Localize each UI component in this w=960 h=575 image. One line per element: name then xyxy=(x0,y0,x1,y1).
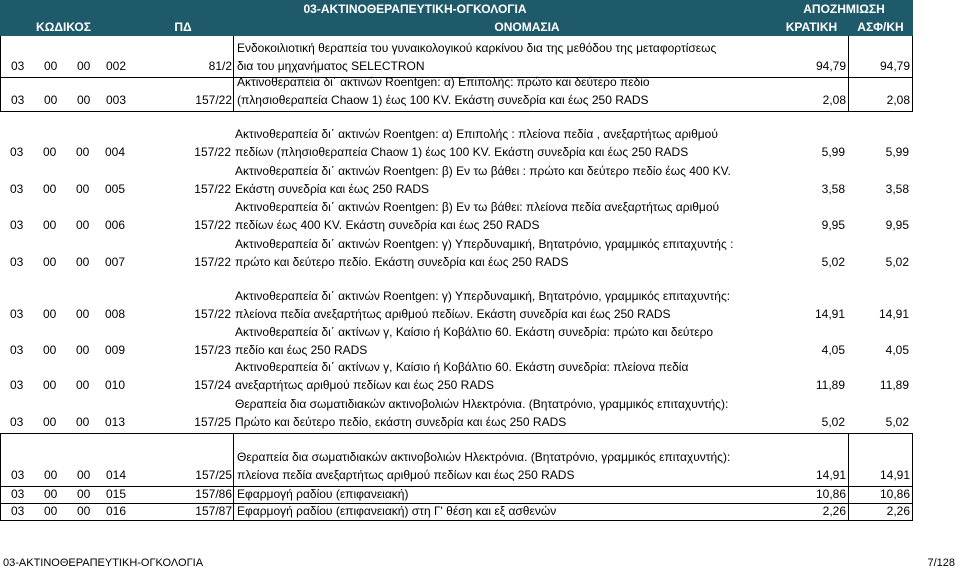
state-reimbursement: 94,79 xyxy=(815,59,846,73)
table-row xyxy=(0,200,913,236)
code-number: 006 xyxy=(105,218,126,232)
column-header-insurance: ΑΣΦ/ΚΗ xyxy=(857,20,904,34)
procedure-name-line: Ακτινοθεραπεία δι΄ ακτίνων γ, Καίσιο ή Κοβάλτιο 60. Εκάστη συνεδρία: πρώτο και δεύτερο xyxy=(235,325,714,339)
code-group-2: 00 xyxy=(44,59,58,73)
state-reimbursement: 10,86 xyxy=(815,487,846,501)
table-row xyxy=(0,325,913,361)
code-number: 003 xyxy=(106,93,127,107)
code-group-2: 00 xyxy=(43,378,57,392)
code-group-2: 00 xyxy=(43,182,57,196)
procedure-name-line: Ακτινοθεραπεία δι΄ ακτίνων γ, Καίσιο ή Κοβάλτιο 60. Εκάστη συνεδρία: πλείονα πεδία xyxy=(235,360,689,374)
pd-reference: 157/25 xyxy=(194,415,231,429)
procedure-name-line: Θεραπεία δια σωματιδιακών ακτινοβολιών Ηλεκτρόνια. (Βητατρόνιο, γραμμικός επιταχυντής): xyxy=(235,397,729,411)
insurance-reimbursement: 14,91 xyxy=(848,434,910,486)
pd-reference: 157/22 xyxy=(194,218,231,232)
insurance-reimbursement: 10,86 xyxy=(848,487,910,503)
code-number: 016 xyxy=(106,504,127,518)
code-group-1: 03 xyxy=(10,415,24,429)
code-group-3: 00 xyxy=(77,59,91,73)
state-reimbursement: 4,05 xyxy=(821,343,845,357)
state-reimbursement: 11,89 xyxy=(815,378,845,392)
code-group-3: 00 xyxy=(77,93,91,107)
code-group-2: 00 xyxy=(43,343,57,357)
code-group-2: 00 xyxy=(44,468,58,482)
insurance-reimbursement: 11,89 xyxy=(879,378,909,392)
code-group-1: 03 xyxy=(10,255,24,269)
procedure-name-line: Θεραπεία δια σωματιδιακών ακτινοβολιών Ηλεκτρόνια. (Βητατρόνιο, γραμμικός επιταχυντής): xyxy=(237,450,731,464)
pd-reference: 81/2 xyxy=(208,59,232,73)
code-group-1: 03 xyxy=(11,93,25,107)
state-reimbursement: 5,99 xyxy=(821,145,845,159)
insurance-reimbursement: 5,02 xyxy=(885,415,909,429)
code-number: 004 xyxy=(105,145,126,159)
code-group-1: 03 xyxy=(11,59,25,73)
procedure-name-line: δια του μηχανήματος SELECTRON xyxy=(237,59,425,73)
procedure-name xyxy=(233,504,556,520)
procedure-name-line: Ακτινοθεραπεία δι΄ ακτινών Roentgen: γ) Υπερδυναμική, Βητατρόνιο, γραμμικός επιταχυντής: xyxy=(235,289,731,303)
insurance-reimbursement: 5,02 xyxy=(885,255,909,269)
insurance-reimbursement: 3,58 xyxy=(885,182,909,196)
code-group-3: 00 xyxy=(77,468,91,482)
code-group-1: 03 xyxy=(11,487,25,501)
code-number: 008 xyxy=(105,307,126,321)
column-header-state: ΚΡΑΤΙΚΗ xyxy=(785,20,838,34)
table-row xyxy=(0,75,913,112)
table-row xyxy=(0,236,913,273)
code-group-3: 00 xyxy=(76,182,90,196)
procedure-name xyxy=(233,75,650,111)
code-group-3: 00 xyxy=(76,145,90,159)
table-row xyxy=(0,504,913,521)
section-title: 03-ΑΚΤΙΝΟΘΕΡΑΠΕΥΤΙΚΗ-ΟΓΚΟΛΟΓΙΑ xyxy=(303,2,527,16)
page-number: 7/128 xyxy=(927,557,955,569)
procedure-name-line: Εφαρμογή ραδίου (επιφανειακή) xyxy=(237,487,409,501)
procedure-name xyxy=(232,325,713,361)
code-number: 005 xyxy=(105,182,126,196)
procedure-name-line: πεδίων (πλησιοθεραπεία Chaow 1) έως 100 KV. Εκάστη συνεδρία και έως 250 RADS xyxy=(235,145,689,159)
code-number: 014 xyxy=(106,468,127,482)
procedure-name-line: (πλησιοθεραπεία Chaow 1) έως 100 KV. Εκάστη συνεδρία και έως 250 RADS xyxy=(237,93,649,107)
procedure-name-line: πεδίο και έως 250 RADS xyxy=(235,343,368,357)
code-group-3: 00 xyxy=(76,415,90,429)
procedure-name xyxy=(232,112,718,163)
code-number: 010 xyxy=(105,378,126,392)
code-group-2: 00 xyxy=(43,415,57,429)
procedure-name-line: Εφαρμογή ραδίου (επιφανειακή) στη Γ' θέση και εξ ασθενών xyxy=(237,504,557,518)
procedure-name xyxy=(232,200,719,236)
insurance-reimbursement: 94,79 xyxy=(848,36,910,77)
state-reimbursement: 2,08 xyxy=(822,93,846,107)
procedure-name xyxy=(233,434,730,486)
procedure-name-line: Ακτινοθεραπεία δι΄ ακτινών Roentgen: β) Εν τω βάθει: πλείονα πεδία ανεξαρτήτως αριθμού xyxy=(235,200,720,214)
code-group-1: 03 xyxy=(10,182,24,196)
procedure-name xyxy=(232,361,688,396)
code-group-3: 00 xyxy=(77,487,91,501)
procedure-name-line: πεδίων έως 400 KV. Εκάστη συνεδρία και έως 250 RADS xyxy=(235,218,540,232)
procedure-name xyxy=(232,163,731,200)
code-group-3: 00 xyxy=(76,255,90,269)
procedure-name xyxy=(232,273,730,325)
pd-reference: 157/86 xyxy=(195,487,232,501)
state-reimbursement: 14,91 xyxy=(814,307,845,321)
code-group-1: 03 xyxy=(10,343,24,357)
code-group-1: 03 xyxy=(10,218,24,232)
table-row xyxy=(0,36,913,78)
table-row xyxy=(0,163,913,200)
insurance-reimbursement: 4,05 xyxy=(885,343,909,357)
insurance-reimbursement: 9,95 xyxy=(885,218,909,232)
state-reimbursement: 3,58 xyxy=(821,182,845,196)
insurance-reimbursement: 2,26 xyxy=(848,504,910,520)
code-group-3: 00 xyxy=(76,343,90,357)
procedure-name xyxy=(232,236,733,273)
procedure-name-line: Ακτινοθεραπεία δι΄ ακτινών Roentgen: α) Επιπολής : πλείονα πεδία , ανεξαρτήτως αριθμού xyxy=(235,127,718,141)
code-group-2: 00 xyxy=(43,218,57,232)
state-reimbursement: 2,26 xyxy=(822,504,846,518)
table-row xyxy=(0,273,913,325)
code-group-2: 00 xyxy=(43,145,57,159)
code-number: 002 xyxy=(106,59,127,73)
pd-reference: 157/23 xyxy=(194,343,231,357)
procedure-name-line: πλείονα πεδία ανεξαρτήτως αριθμού πεδίων. Εκάστη συνεδρία και έως 250 RADS xyxy=(235,307,671,321)
pd-reference: 157/25 xyxy=(195,468,232,482)
pd-reference: 157/22 xyxy=(194,145,231,159)
state-reimbursement: 5,02 xyxy=(821,255,845,269)
code-group-2: 00 xyxy=(44,504,58,518)
procedure-name xyxy=(233,487,408,503)
code-group-2: 00 xyxy=(44,487,58,501)
table-header xyxy=(0,0,913,36)
table-row xyxy=(0,396,913,433)
code-group-2: 00 xyxy=(43,255,57,269)
code-group-1: 03 xyxy=(10,145,24,159)
code-group-1: 03 xyxy=(10,307,24,321)
table-row xyxy=(0,112,913,163)
state-reimbursement: 14,91 xyxy=(815,468,846,482)
code-number: 009 xyxy=(105,343,126,357)
code-group-1: 03 xyxy=(10,378,24,392)
code-number: 007 xyxy=(105,255,126,269)
column-header-pd: ΠΔ xyxy=(174,20,192,34)
pd-reference: 157/24 xyxy=(194,378,231,392)
procedure-name-line: πλείονα πεδία ανεξαρτήτως αριθμού πεδίων και έως 250 RADS xyxy=(237,468,575,482)
procedure-name-line: ανεξαρτήτως αριθμού πεδίων και έως 250 RADS xyxy=(235,378,494,392)
procedure-name xyxy=(232,396,728,433)
code-number: 015 xyxy=(106,487,127,501)
table-row xyxy=(0,361,913,396)
code-group-2: 00 xyxy=(43,307,57,321)
procedure-name-line: Ακτινοθεραπεία δι΄ ακτινών Roentgen: α) Επιπολής: πρώτο και δεύτερο πεδίο xyxy=(237,75,650,89)
code-group-3: 00 xyxy=(76,307,90,321)
code-group-1: 03 xyxy=(11,504,25,518)
pd-reference: 157/22 xyxy=(194,255,231,269)
procedure-name-line: Ακτινοθεραπεία δι΄ ακτινών Roentgen: γ) Υπερδυναμική, Βητατρόνιο, γραμμικός επιταχυντής : xyxy=(235,237,734,251)
insurance-reimbursement: 5,99 xyxy=(885,145,909,159)
column-header-name: ΟΝΟΜΑΣΙΑ xyxy=(494,20,560,34)
procedure-name-line: Ακτινοθεραπεία δι΄ ακτινών Roentgen: β) Εν τω βάθει : πρώτο και δεύτερο πεδίο έως 400 KV. xyxy=(235,164,731,178)
pd-reference: 157/22 xyxy=(195,93,232,107)
code-group-3: 00 xyxy=(77,504,91,518)
table-row xyxy=(0,433,913,487)
procedure-name-line: Ενδοκοιλιοτική θεραπεία του γυναικολογικού καρκίνου δια της μεθόδου της μεταφορτίσεως xyxy=(237,41,717,55)
code-number: 013 xyxy=(105,415,126,429)
reimbursement-header: ΑΠΟΖΗΜΙΩΣΗ xyxy=(803,2,885,16)
procedure-name xyxy=(233,36,716,77)
code-group-3: 00 xyxy=(76,218,90,232)
code-group-1: 03 xyxy=(11,468,25,482)
code-group-3: 00 xyxy=(76,378,90,392)
state-reimbursement: 9,95 xyxy=(821,218,845,232)
pd-reference: 157/22 xyxy=(194,307,231,321)
pd-reference: 157/87 xyxy=(195,504,232,518)
footer-section-name: 03-ΑΚΤΙΝΟΘΕΡΑΠΕΥΤΙΚΗ-ΟΓΚΟΛΟΓΙΑ xyxy=(3,557,204,569)
procedure-name-line: πρώτο και δεύτερο πεδίο. Εκάστη συνεδρία και έως 250 RADS xyxy=(235,255,569,269)
state-reimbursement: 5,02 xyxy=(821,415,845,429)
pd-reference: 157/22 xyxy=(194,182,231,196)
column-header-code: ΚΩΔΙΚΟΣ xyxy=(36,20,91,34)
insurance-reimbursement: 14,91 xyxy=(878,307,909,321)
code-group-2: 00 xyxy=(44,93,58,107)
procedure-name-line: Εκάστη συνεδρία και έως 250 RADS xyxy=(235,182,430,196)
procedure-name-line: Πρώτο και δεύτερο πεδίο, εκάστη συνεδρία και έως 250 RADS xyxy=(235,415,567,429)
insurance-reimbursement: 2,08 xyxy=(848,78,910,111)
